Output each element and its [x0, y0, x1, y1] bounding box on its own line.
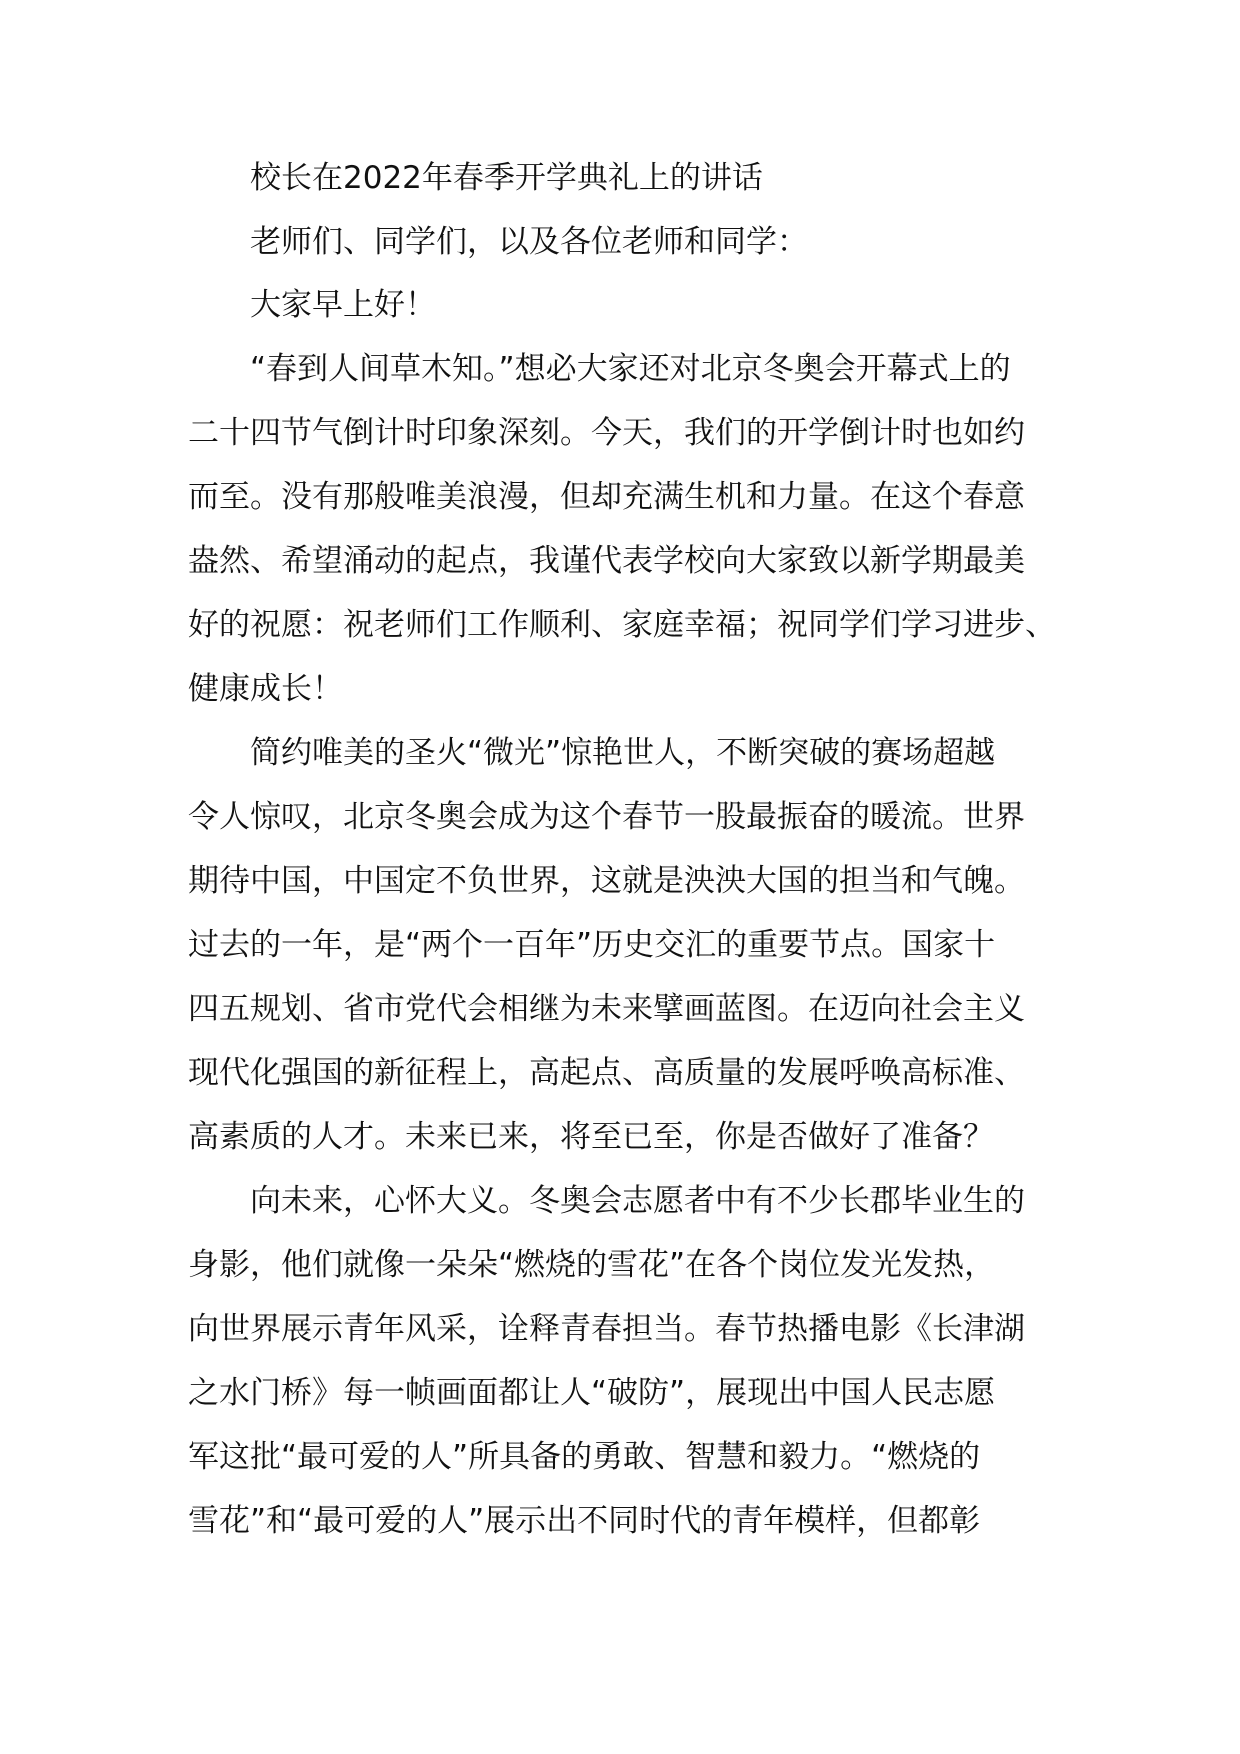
salutation: 老师们、同学们，以及各位老师和同学：	[250, 224, 808, 260]
paragraph-2-line-3: 期待中国，中国定不负世界，这就是泱泱大国的担当和气魄。	[188, 863, 1025, 899]
paragraph-1-line-6: 健康成长！	[188, 671, 343, 707]
paragraph-1-line-4: 盎然、希望涌动的起点，我谨代表学校向大家致以新学期最美	[188, 543, 1025, 579]
paragraph-3-line-4: 之水门桥》每一帧画面都让人“破防”，展现出中国人民志愿	[188, 1375, 996, 1411]
paragraph-2-line-4: 过去的一年，是“两个一百年”历史交汇的重要节点。国家十	[188, 927, 996, 963]
paragraph-1-line-5: 好的祝愿：祝老师们工作顺利、家庭幸福；祝同学们学习进步、	[188, 607, 1056, 643]
paragraph-2-line-6: 现代化强国的新征程上，高起点、高质量的发展呼唤高标准、	[188, 1055, 1025, 1091]
greeting: 大家早上好！	[250, 287, 436, 323]
paragraph-3-line-6: 雪花”和“最可爱的人”展示出不同时代的青年模样，但都彰	[188, 1503, 981, 1539]
paragraph-3-line-3: 向世界展示青年风采，诠释青春担当。春节热播电影《长津湖	[188, 1311, 1025, 1347]
speech-title: 校长在2022年春季开学典礼上的讲话	[250, 160, 763, 196]
paragraph-3-line-1: 向未来，心怀大义。冬奥会志愿者中有不少长郡毕业生的	[250, 1183, 1025, 1219]
paragraph-1-line-2: 二十四节气倒计时印象深刻。今天，我们的开学倒计时也如约	[188, 415, 1025, 451]
paragraph-2-line-7: 高素质的人才。未来已来，将至已至，你是否做好了准备？	[188, 1119, 994, 1155]
paragraph-2-line-2: 令人惊叹，北京冬奥会成为这个春节一股最振奋的暖流。世界	[188, 799, 1025, 835]
paragraph-3-line-2: 身影，他们就像一朵朵“燃烧的雪花”在各个岗位发光发热，	[188, 1247, 996, 1283]
paragraph-1-line-1: “春到人间草木知。”想必大家还对北京冬奥会开幕式上的	[250, 351, 1011, 387]
paragraph-1-line-3: 而至。没有那般唯美浪漫，但却充满生机和力量。在这个春意	[188, 479, 1025, 515]
paragraph-2-line-1: 简约唯美的圣火“微光”惊艳世人，不断突破的赛场超越	[250, 735, 996, 771]
paragraph-3-line-5: 军这批“最可爱的人”所具备的勇敢、智慧和毅力。“燃烧的	[188, 1439, 981, 1475]
paragraph-2-line-5: 四五规划、省市党代会相继为未来擘画蓝图。在迈向社会主义	[188, 991, 1025, 1027]
